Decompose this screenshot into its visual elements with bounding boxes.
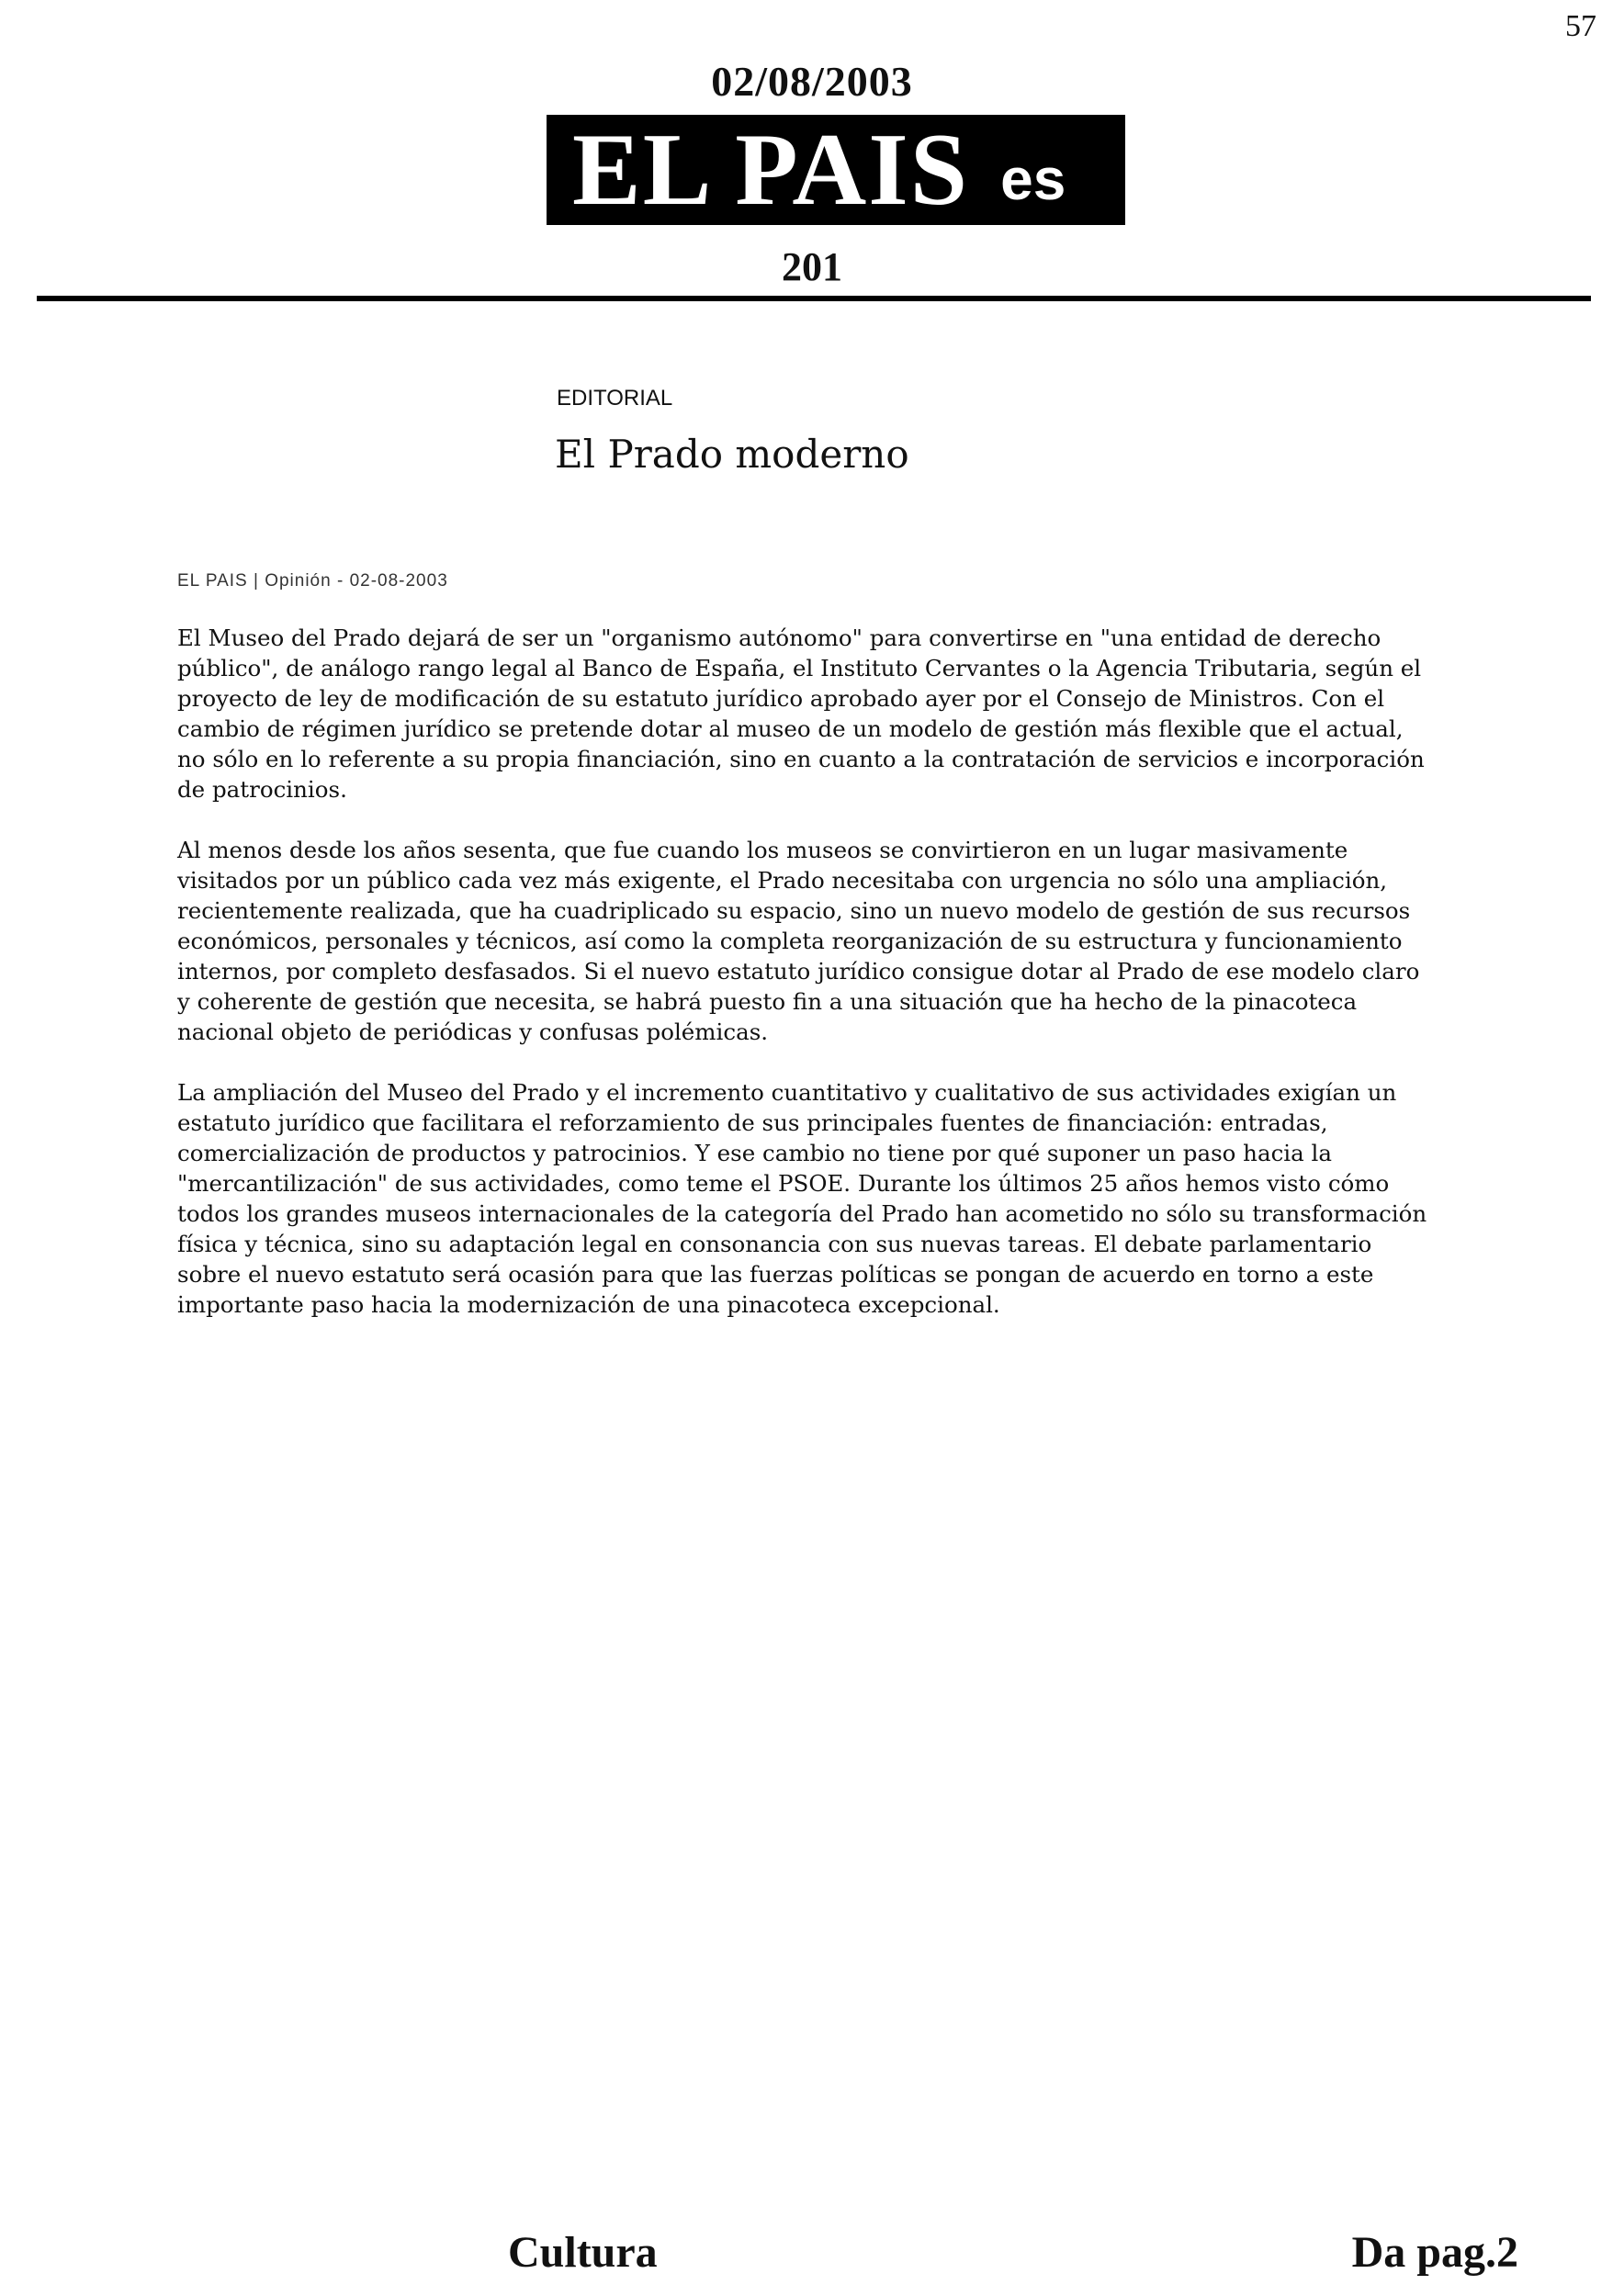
article-paragraph: La ampliación del Museo del Prado y el incremento cuantitativo y cualitativo de sus actividades exigían un estatuto jurídico que facilitara el reforzamiento de sus principales fuentes de financiación: entradas, comercialización de productos y patrocinios. Y ese cambio no tiene por qué suponer un paso hacia la "mercantilización" de sus actividades, como teme el PSOE. Durante los últimos 25 años hemos visto cómo todos los grandes museos internacionales de la categoría del Prado han acometido no sólo su transformación física y técnica, sino su adaptación legal en consonancia con sus nuevas tareas. El debate parlamentario sobre el nuevo estatuto será ocasión para que las fuerzas políticas se pongan de acuerdo en torno a este importante paso hacia la modernización de una pinacoteca excepcional.: [177, 1079, 1427, 1318]
article-byline: EL PAIS | Opinión - 02-08-2003: [177, 571, 448, 591]
article-paragraph: El Museo del Prado dejará de ser un "organismo autónomo" para convertirse en "una entidad de derecho público", de análogo rango legal al Banco de España, el Instituto Cervantes o la Agencia Tributaria, según el proyecto de ley de modificación de su estatuto jurídico aprobado ayer por el Consejo de Ministros. Con el cambio de régimen jurídico se pretende dotar al museo de un modelo de gestión más flexible que el actual, no sólo en lo referente a su propia financiación, sino en cuanto a la contratación de servicios e incorporación de patrocinios.: [177, 625, 1425, 803]
page-number: 57: [1565, 9, 1596, 43]
footer-continuation-label: Da pag.2: [1351, 2228, 1518, 2277]
header-divider: [37, 296, 1591, 301]
newspaper-logo: [547, 115, 1125, 225]
article-body: [177, 623, 1436, 1350]
article-headline: El Prado moderno: [555, 432, 909, 477]
article-kicker: EDITORIAL: [557, 386, 673, 411]
footer-section-label: Cultura: [508, 2228, 658, 2277]
publication-date: 02/08/2003: [711, 58, 913, 105]
article-paragraph: Al menos desde los años sesenta, que fue cuando los museos se convirtieron en un lugar masivamente visitados por un público cada vez más exigente, el Prado necesitaba con urgencia no sólo una ampliación, recientemente realizada, que ha cuadriplicado su espacio, sino un nuevo modelo de gestión de sus recursos económicos, personales y técnicos, así como la completa reorganización de su estructura y funcionamiento internos, por completo desfasados. Si el nuevo estatuto jurídico consigue dotar al Prado de ese modelo claro y coherente de gestión que necesita, se habrá puesto fin a una situación que ha hecho de la pinacoteca nacional objeto de periódicas y confusas polémicas.: [177, 837, 1420, 1045]
logo-main-text: EL PAIS: [572, 113, 970, 227]
logo-suffix-text: es: [1000, 146, 1066, 212]
section-number: 201: [782, 244, 842, 289]
